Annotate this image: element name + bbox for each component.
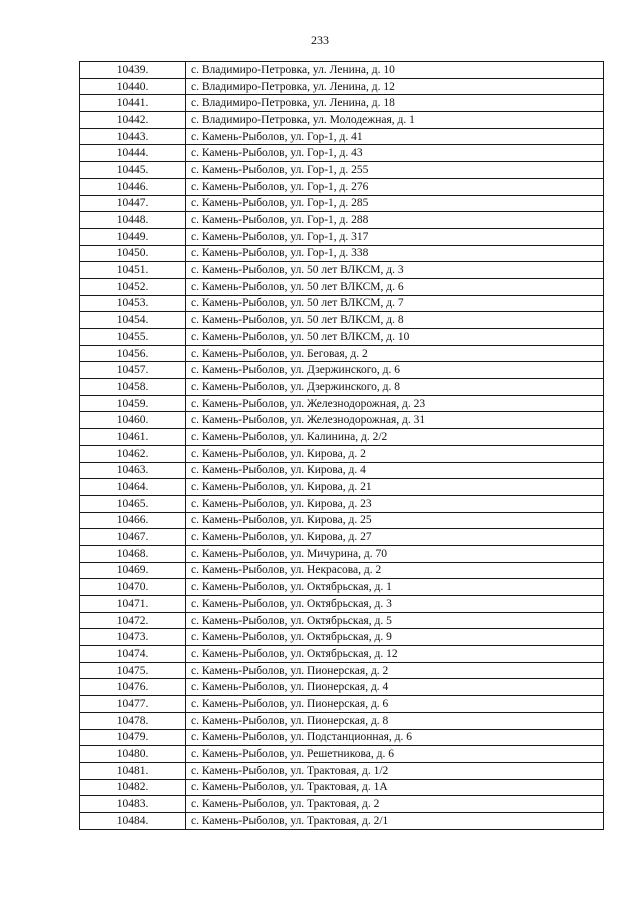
row-number-cell: 10471. (80, 596, 186, 613)
address-cell: с. Камень-Рыболов, ул. Подстанционная, д. 6 (186, 729, 604, 746)
table-row (80, 796, 604, 813)
table-row (80, 729, 604, 746)
table-row (80, 696, 604, 713)
row-number-cell: 10455. (80, 329, 186, 346)
table-row (80, 646, 604, 663)
table-row (80, 62, 604, 79)
address-cell: с. Камень-Рыболов, ул. Трактовая, д. 2 (186, 796, 604, 813)
row-number-cell: 10462. (80, 445, 186, 462)
row-number-cell: 10439. (80, 62, 186, 79)
table-row (80, 445, 604, 462)
address-cell: с. Камень-Рыболов, ул. Трактовая, д. 1/2 (186, 762, 604, 779)
row-number-cell: 10465. (80, 495, 186, 512)
row-number-cell: 10452. (80, 278, 186, 295)
address-cell: с. Камень-Рыболов, ул. 50 лет ВЛКСМ, д. 8 (186, 312, 604, 329)
address-table (79, 61, 604, 830)
row-number-cell: 10441. (80, 95, 186, 112)
row-number-cell: 10469. (80, 562, 186, 579)
address-cell: с. Камень-Рыболов, ул. Гор-1, д. 317 (186, 228, 604, 245)
row-number-cell: 10451. (80, 262, 186, 279)
row-number-cell: 10481. (80, 762, 186, 779)
table-row (80, 162, 604, 179)
table-row (80, 395, 604, 412)
table-row (80, 245, 604, 262)
row-number-cell: 10460. (80, 412, 186, 429)
table-row (80, 762, 604, 779)
table-row (80, 112, 604, 129)
row-number-cell: 10479. (80, 729, 186, 746)
address-cell: с. Камень-Рыболов, ул. Гор-1, д. 288 (186, 212, 604, 229)
row-number-cell: 10467. (80, 529, 186, 546)
address-cell: с. Камень-Рыболов, ул. Пионерская, д. 4 (186, 679, 604, 696)
address-cell: с. Камень-Рыболов, ул. Пионерская, д. 2 (186, 662, 604, 679)
table-row (80, 312, 604, 329)
table-row (80, 562, 604, 579)
address-cell: с. Камень-Рыболов, ул. Кирова, д. 21 (186, 479, 604, 496)
row-number-cell: 10477. (80, 696, 186, 713)
row-number-cell: 10449. (80, 228, 186, 245)
table-row (80, 212, 604, 229)
table-row (80, 379, 604, 396)
address-cell: с. Камень-Рыболов, ул. Кирова, д. 4 (186, 462, 604, 479)
row-number-cell: 10445. (80, 162, 186, 179)
row-number-cell: 10444. (80, 145, 186, 162)
page-number: 233 (311, 33, 329, 47)
address-cell: с. Камень-Рыболов, ул. Кирова, д. 27 (186, 529, 604, 546)
address-cell: с. Камень-Рыболов, ул. Решетникова, д. 6 (186, 746, 604, 763)
table-row (80, 128, 604, 145)
address-cell: с. Владимиро-Петровка, ул. Ленина, д. 12 (186, 78, 604, 95)
address-cell: с. Камень-Рыболов, ул. Гор-1, д. 276 (186, 178, 604, 195)
table-row (80, 612, 604, 629)
table-row (80, 679, 604, 696)
address-cell: с. Камень-Рыболов, ул. Октябрьская, д. 5 (186, 612, 604, 629)
row-number-cell: 10450. (80, 245, 186, 262)
address-cell: с. Камень-Рыболов, ул. Некрасова, д. 2 (186, 562, 604, 579)
row-number-cell: 10458. (80, 379, 186, 396)
row-number-cell: 10440. (80, 78, 186, 95)
address-cell: с. Владимиро-Петровка, ул. Молодежная, д. 1 (186, 112, 604, 129)
row-number-cell: 10454. (80, 312, 186, 329)
row-number-cell: 10470. (80, 579, 186, 596)
row-number-cell: 10453. (80, 295, 186, 312)
row-number-cell: 10446. (80, 178, 186, 195)
table-row (80, 145, 604, 162)
address-cell: с. Камень-Рыболов, ул. Гор-1, д. 43 (186, 145, 604, 162)
row-number-cell: 10484. (80, 812, 186, 829)
row-number-cell: 10443. (80, 128, 186, 145)
table-row (80, 746, 604, 763)
row-number-cell: 10442. (80, 112, 186, 129)
table-row (80, 195, 604, 212)
row-number-cell: 10473. (80, 629, 186, 646)
table-row (80, 95, 604, 112)
address-cell: с. Камень-Рыболов, ул. Кирова, д. 2 (186, 445, 604, 462)
address-cell: с. Камень-Рыболов, ул. 50 лет ВЛКСМ, д. 3 (186, 262, 604, 279)
table-row (80, 812, 604, 829)
address-cell: с. Владимиро-Петровка, ул. Ленина, д. 18 (186, 95, 604, 112)
address-cell: с. Камень-Рыболов, ул. Дзержинского, д. 8 (186, 379, 604, 396)
address-cell: с. Камень-Рыболов, ул. 50 лет ВЛКСМ, д. 10 (186, 329, 604, 346)
address-table-body (80, 62, 604, 830)
row-number-cell: 10476. (80, 679, 186, 696)
address-cell: с. Камень-Рыболов, ул. Кирова, д. 25 (186, 512, 604, 529)
address-cell: с. Камень-Рыболов, ул. Мичурина, д. 70 (186, 545, 604, 562)
row-number-cell: 10461. (80, 429, 186, 446)
row-number-cell: 10448. (80, 212, 186, 229)
table-row (80, 495, 604, 512)
address-cell: с. Камень-Рыболов, ул. Калинина, д. 2/2 (186, 429, 604, 446)
address-cell: с. Камень-Рыболов, ул. Гор-1, д. 338 (186, 245, 604, 262)
row-number-cell: 10466. (80, 512, 186, 529)
table-row (80, 545, 604, 562)
address-cell: с. Камень-Рыболов, ул. Дзержинского, д. 6 (186, 362, 604, 379)
table-row (80, 78, 604, 95)
row-number-cell: 10483. (80, 796, 186, 813)
address-cell: с. Камень-Рыболов, ул. Пионерская, д. 8 (186, 712, 604, 729)
row-number-cell: 10464. (80, 479, 186, 496)
address-cell: с. Камень-Рыболов, ул. Пионерская, д. 6 (186, 696, 604, 713)
address-cell: с. Камень-Рыболов, ул. Октябрьская, д. 12 (186, 646, 604, 663)
table-row (80, 662, 604, 679)
table-row (80, 479, 604, 496)
address-cell: с. Камень-Рыболов, ул. Железнодорожная, д. 31 (186, 412, 604, 429)
address-cell: с. Камень-Рыболов, ул. Железнодорожная, д. 23 (186, 395, 604, 412)
row-number-cell: 10447. (80, 195, 186, 212)
table-row (80, 329, 604, 346)
table-row (80, 629, 604, 646)
row-number-cell: 10463. (80, 462, 186, 479)
table-row (80, 362, 604, 379)
address-cell: с. Камень-Рыболов, ул. Гор-1, д. 285 (186, 195, 604, 212)
table-row (80, 529, 604, 546)
row-number-cell: 10472. (80, 612, 186, 629)
table-row (80, 579, 604, 596)
table-row (80, 462, 604, 479)
table-row (80, 512, 604, 529)
address-cell: с. Камень-Рыболов, ул. Гор-1, д. 255 (186, 162, 604, 179)
table-row (80, 345, 604, 362)
row-number-cell: 10459. (80, 395, 186, 412)
row-number-cell: 10475. (80, 662, 186, 679)
table-row (80, 295, 604, 312)
row-number-cell: 10482. (80, 779, 186, 796)
row-number-cell: 10468. (80, 545, 186, 562)
address-cell: с. Камень-Рыболов, ул. Трактовая, д. 1А (186, 779, 604, 796)
table-row (80, 262, 604, 279)
row-number-cell: 10456. (80, 345, 186, 362)
address-cell: с. Камень-Рыболов, ул. Беговая, д. 2 (186, 345, 604, 362)
address-cell: с. Камень-Рыболов, ул. Трактовая, д. 2/1 (186, 812, 604, 829)
table-row (80, 412, 604, 429)
address-cell: с. Камень-Рыболов, ул. 50 лет ВЛКСМ, д. 6 (186, 278, 604, 295)
row-number-cell: 10480. (80, 746, 186, 763)
table-row (80, 779, 604, 796)
table-row (80, 712, 604, 729)
row-number-cell: 10474. (80, 646, 186, 663)
address-cell: с. Камень-Рыболов, ул. Октябрьская, д. 9 (186, 629, 604, 646)
address-cell: с. Камень-Рыболов, ул. Гор-1, д. 41 (186, 128, 604, 145)
address-cell: с. Камень-Рыболов, ул. 50 лет ВЛКСМ, д. 7 (186, 295, 604, 312)
table-row (80, 596, 604, 613)
address-cell: с. Камень-Рыболов, ул. Октябрьская, д. 1 (186, 579, 604, 596)
address-cell: с. Камень-Рыболов, ул. Октябрьская, д. 3 (186, 596, 604, 613)
address-cell: с. Камень-Рыболов, ул. Кирова, д. 23 (186, 495, 604, 512)
address-cell: с. Владимиро-Петровка, ул. Ленина, д. 10 (186, 62, 604, 79)
table-row (80, 278, 604, 295)
table-row (80, 228, 604, 245)
table-row (80, 178, 604, 195)
row-number-cell: 10478. (80, 712, 186, 729)
table-row (80, 429, 604, 446)
row-number-cell: 10457. (80, 362, 186, 379)
